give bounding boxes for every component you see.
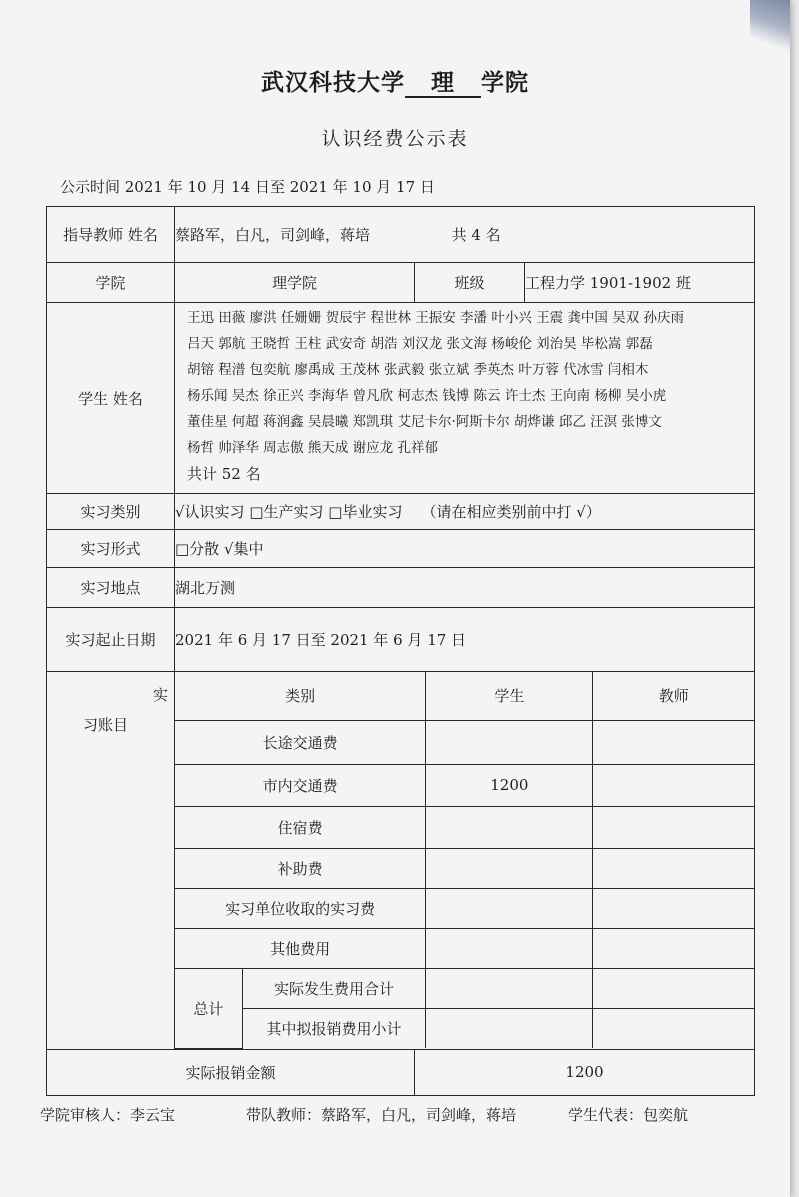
class-label: 班级 bbox=[415, 263, 525, 303]
college-row bbox=[47, 263, 755, 303]
col-teacher-header: 教师 bbox=[593, 672, 754, 720]
expense-row bbox=[175, 888, 754, 928]
student-names-line: 王迅 田薇 廖洪 任姗姗 贺辰宇 程世林 王振安 李潘 叶小兴 王震 龚中国 吴双 孙庆雨 bbox=[187, 310, 684, 326]
accounts-table bbox=[175, 672, 754, 1049]
publish-time: 公示时间 2021 年 10 月 14 日至 2021 年 10 月 17 日 bbox=[60, 178, 435, 196]
title-prefix: 武汉科技大学 bbox=[261, 70, 405, 96]
final-row bbox=[47, 1049, 755, 1095]
expense-category: 长途交通费 bbox=[175, 720, 426, 764]
total-reimb-teacher bbox=[593, 1008, 754, 1048]
expense-form bbox=[46, 206, 755, 1096]
expense-row bbox=[175, 720, 754, 764]
expense-category: 补助费 bbox=[175, 848, 426, 888]
student-names-line: 董佳星 何超 蒋润鑫 吴晨曦 郑凯琪 艾尼卡尔·阿斯卡尔 胡烨谦 邱乙 汪溟 张博文 bbox=[187, 414, 662, 430]
form-row bbox=[47, 530, 755, 568]
title-suffix: 学院 bbox=[481, 70, 529, 96]
total-actual-student bbox=[426, 968, 593, 1008]
student-names-line: 胡镕 程潽 包奕航 廖禹成 王茂林 张武毅 张立斌 季英杰 叶万蓉 代冰雪 闫相木 bbox=[187, 362, 649, 378]
accounts-table-cell bbox=[175, 672, 755, 1050]
expense-row bbox=[175, 928, 754, 968]
expense-category: 住宿费 bbox=[175, 806, 426, 848]
col-category-header: 类别 bbox=[175, 672, 426, 720]
expense-teacher-amount bbox=[593, 720, 754, 764]
col-student-header: 学生 bbox=[426, 672, 593, 720]
total-reimb-label: 其中拟报销费用小计 bbox=[242, 1008, 426, 1048]
expense-category: 市内交通费 bbox=[175, 764, 426, 806]
student-names-line: 杨乐闻 吴杰 徐正兴 李海华 曾凡欣 柯志杰 钱博 陈云 许士杰 王向南 杨柳 吴小虎 bbox=[187, 388, 667, 404]
students-total: 共计 52 名 bbox=[187, 465, 261, 483]
expense-student-amount bbox=[426, 720, 593, 764]
form-label: 实习形式 bbox=[47, 530, 175, 568]
class-value: 工程力学 1901-1902 班 bbox=[525, 263, 755, 303]
student-names-line: 杨哲 帅泽华 周志傲 熊天成 谢应龙 孔祥郁 bbox=[187, 440, 438, 456]
footer-teachers: 带队教师：蔡路军，白凡，司剑峰，蒋培 bbox=[246, 1106, 517, 1124]
page-corner bbox=[750, 0, 790, 60]
total-label: 总计 bbox=[175, 968, 242, 1048]
expense-student-amount bbox=[426, 848, 593, 888]
expense-teacher-amount bbox=[593, 764, 754, 806]
accounts-label-part-a: 实 bbox=[152, 686, 168, 704]
expense-student-amount: 1200 bbox=[426, 764, 593, 806]
expense-row bbox=[175, 806, 754, 848]
form-value: □分散 √集中 bbox=[175, 530, 755, 568]
dates-row bbox=[47, 608, 755, 672]
college-label: 学院 bbox=[47, 263, 175, 303]
final-value: 1200 bbox=[415, 1049, 755, 1095]
expense-teacher-amount bbox=[593, 928, 754, 968]
document-title bbox=[0, 64, 790, 98]
dates-value: 2021 年 6 月 17 日至 2021 年 6 月 17 日 bbox=[175, 608, 755, 672]
dates-label: 实习起止日期 bbox=[47, 608, 175, 672]
expense-student-amount bbox=[426, 806, 593, 848]
expense-teacher-amount bbox=[593, 806, 754, 848]
type-label: 实习类别 bbox=[47, 494, 175, 530]
expense-student-amount bbox=[426, 928, 593, 968]
title-college-blank: 理 bbox=[405, 70, 481, 98]
teacher-names: 蔡路军，白凡，司剑峰，蒋培 bbox=[175, 226, 371, 244]
expense-student-amount bbox=[426, 888, 593, 928]
final-label: 实际报销金额 bbox=[47, 1049, 415, 1095]
student-names-line: 吕天 郭航 王晓哲 王柱 武安奇 胡浩 刘汉龙 张文海 杨峻伦 刘治昊 毕松嵩 郭磊 bbox=[187, 336, 653, 352]
expense-row bbox=[175, 764, 754, 806]
students-value bbox=[175, 303, 755, 494]
teacher-label: 指导教师 姓名 bbox=[47, 207, 175, 263]
accounts-label-cell bbox=[47, 672, 175, 1050]
total-actual-teacher bbox=[593, 968, 754, 1008]
total-actual-row bbox=[175, 968, 754, 1008]
type-row bbox=[47, 494, 755, 530]
total-reimb-row bbox=[175, 1008, 754, 1048]
accounts-header bbox=[175, 672, 754, 720]
total-reimb-student bbox=[426, 1008, 593, 1048]
college-value: 理学院 bbox=[175, 263, 415, 303]
document-subtitle: 认识经费公示表 bbox=[321, 128, 469, 150]
teacher-value bbox=[175, 207, 755, 263]
teacher-count: 共 4 名 bbox=[451, 226, 501, 244]
expense-category: 其他费用 bbox=[175, 928, 426, 968]
expense-teacher-amount bbox=[593, 848, 754, 888]
accounts-row bbox=[47, 672, 755, 1050]
teacher-row bbox=[47, 207, 755, 263]
students-row bbox=[47, 303, 755, 494]
expense-category: 实习单位收取的实习费 bbox=[175, 888, 426, 928]
location-value: 湖北万测 bbox=[175, 568, 755, 608]
type-value: √认识实习 □生产实习 □毕业实习 （请在相应类别前中打 √） bbox=[175, 494, 755, 530]
expense-teacher-amount bbox=[593, 888, 754, 928]
accounts-label-part-b: 习账目 bbox=[83, 716, 129, 734]
location-row bbox=[47, 568, 755, 608]
students-label: 学生 姓名 bbox=[47, 303, 175, 494]
expense-row bbox=[175, 848, 754, 888]
footer-reviewer: 学院审核人：李云宝 bbox=[40, 1106, 176, 1124]
location-label: 实习地点 bbox=[47, 568, 175, 608]
footer-student-rep: 学生代表：包奕航 bbox=[568, 1106, 689, 1124]
total-actual-label: 实际发生费用合计 bbox=[242, 968, 426, 1008]
